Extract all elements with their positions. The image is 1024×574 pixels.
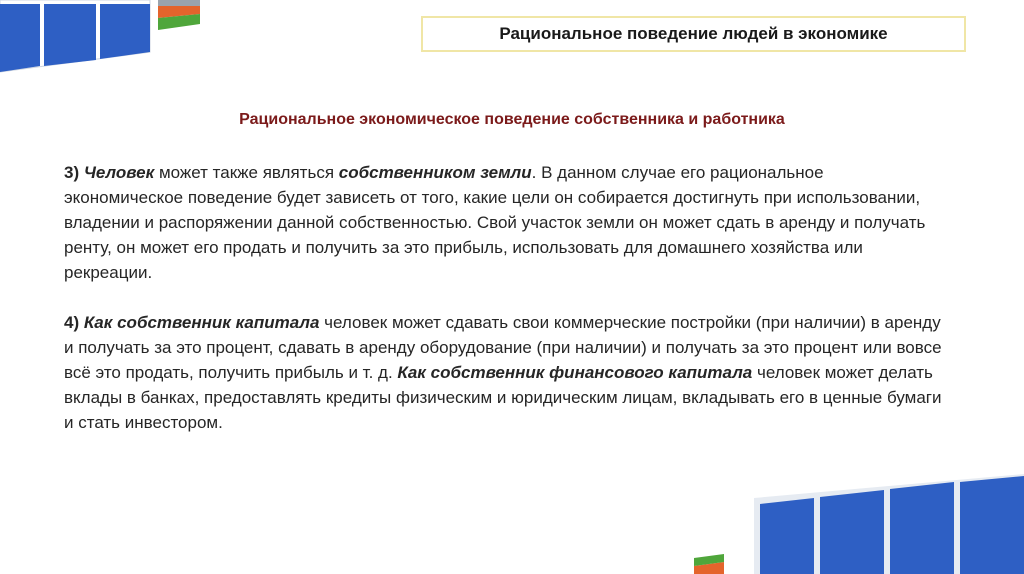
slide-title: Рациональное поведение людей в экономике: [499, 24, 888, 43]
slide-title-box: [421, 16, 966, 52]
emphasis-text: собственником земли: [338, 163, 532, 182]
body-text: человек может делать вклады в банках, предоставлять кредиты физическим и юридическим лицам, вкладывать его в ценные бумаги и стать инвестором.: [64, 363, 942, 432]
decorative-stripes-bottom-right: [694, 474, 1024, 574]
section-subtitle: Рациональное экономическое поведение собственника и работника: [239, 111, 785, 128]
decorative-stripes-top-left: [0, 0, 200, 90]
emphasis-text: Человек: [83, 163, 155, 182]
body-text: человек может сдавать свои коммерческие постройки (при наличии) в аренду и получать за это процент, сдавать в аренду оборудование (при наличии) и получать за это процент или вовсе всё это продать, получить прибыль и т. д.: [64, 313, 942, 382]
paragraph-number: 3): [64, 163, 80, 182]
slide-body: [64, 160, 944, 435]
body-text: может также являться: [154, 163, 339, 182]
body-text: . В данном случае его рациональное экономическое поведение будет зависеть от того, какие цели он собирается достигнуть при использовании, владении и распоряжении данной собственностью. Свой участок земли он может сдать в аренду и получать ренту, он может его продать и получить за это прибыль, использовать для домашнего хозяйства или рекреации.: [64, 163, 926, 282]
paragraph-number: 4): [64, 313, 80, 332]
paragraph-4: [64, 310, 944, 435]
paragraph-3: [64, 160, 944, 285]
emphasis-text: Как собственник капитала: [83, 313, 320, 332]
emphasis-text: Как собственник финансового капитала: [397, 363, 753, 382]
